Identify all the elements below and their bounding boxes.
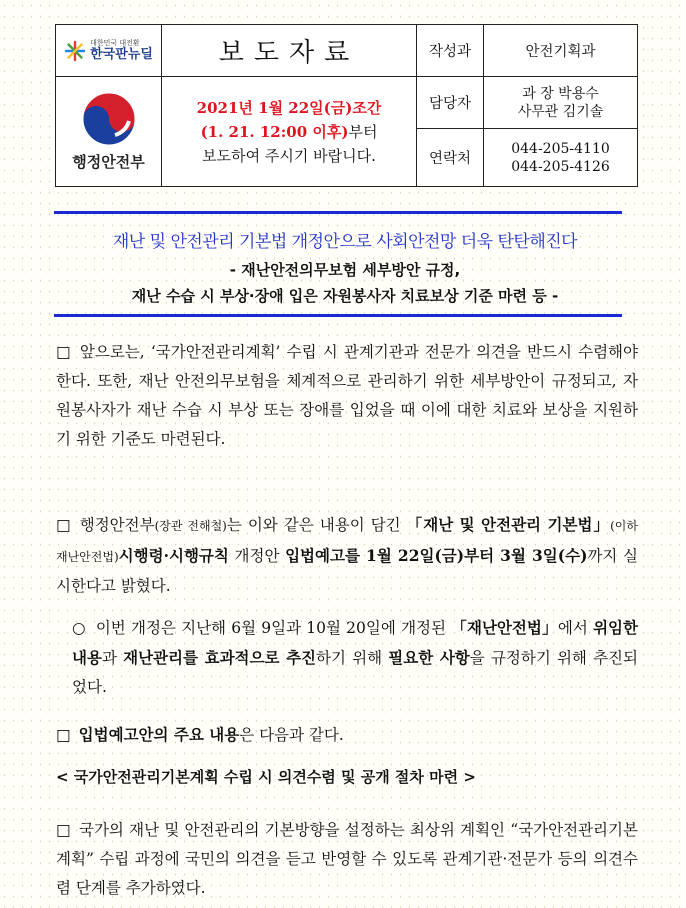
p2-text-2: 개정안 — [228, 547, 286, 565]
headline-main: 재난 및 안전관리 기본법 개정안으로 사회안전망 더욱 탄탄해진다 — [112, 232, 578, 252]
author-label: 작성과 — [417, 25, 484, 77]
contact-names — [484, 77, 638, 129]
law-abbrev-note: (이하 재난안전법) — [56, 519, 638, 564]
release-info — [162, 77, 417, 187]
ministry-text: 행정안전부 — [79, 516, 155, 534]
new-deal-wordmark: 한국판뉴딜 — [90, 47, 153, 62]
release-time: (1. 21. 12:00 이후) — [200, 122, 349, 141]
contact-label: 담당자 — [417, 77, 484, 129]
release-date: 2021년 1월 22일(금)조간 — [196, 98, 382, 117]
s1-text-2: 에서 — [557, 619, 594, 637]
minister-note: (장관 전해철) — [154, 519, 227, 533]
contact-officer: 사무관 김기솔 — [517, 103, 604, 120]
headline-top-rule — [54, 211, 622, 214]
bullet-square: □ — [56, 726, 71, 744]
notice-period: 입법예고를 1월 22일(금)부터 3월 3일(수) — [285, 546, 588, 565]
law-name: 「재난 및 안전관리 기본법」 — [406, 515, 611, 534]
new-deal-logo-icon — [64, 40, 86, 62]
bullet-square: □ — [56, 343, 72, 361]
bullet-circle: ○ — [72, 619, 86, 637]
s1-text-3: 과 — [101, 649, 124, 667]
paragraph-1-text: 앞으로는, ‘국가안전관리계획’ 수립 시 관계기관과 전문가 의견을 반드시 수렴해야 한다. 또한, 재난 안전의무보험을 체계적으로 관리하기 위한 세부방안이 규정되고, 자원봉사자가 재난 수습 시 부상 또는 장애를 입었을 때 이에 대한 치료와 보상을 지원하기 위한 기준도 마련된다. — [56, 343, 638, 448]
paragraph-3 — [56, 720, 638, 750]
paragraph-4-text: 국가의 재난 및 안전관리의 기본방향을 설정하는 최상위 계획인 “국가안전관리기본계획” 수립 과정에 국민의 의견을 듣고 반영할 수 있도록 관계기관·전문가 등의 의견수렴 단계를 추가하였다. — [56, 821, 638, 897]
bullet-square: □ — [56, 821, 71, 839]
headline-sub-2: 재난 수습 시 부상·장애 입은 자원봉사자 치료보상 기준 마련 등 - — [131, 287, 559, 305]
paragraph-4 — [56, 816, 638, 903]
s1-text-5: 을 규정하기 위해 추진되었다. — [72, 649, 638, 696]
law-short-name: 「재난안전법」 — [451, 618, 558, 637]
release-note: 보도하여 주시기 바랍니다. — [202, 146, 376, 165]
decree-text: 시행령·시행규칙 — [118, 546, 229, 565]
paragraph-2 — [56, 510, 638, 601]
author-value: 안전기획과 — [484, 25, 638, 77]
phone-label: 연락처 — [417, 129, 484, 187]
contact-director: 과 장 박용수 — [522, 85, 599, 102]
s1-text-4: 하기 위해 — [316, 649, 389, 667]
headline-bottom-rule — [54, 314, 622, 317]
ministry-logo — [56, 77, 162, 187]
new-deal-logo — [56, 25, 162, 77]
bullet-square: □ — [56, 516, 72, 534]
sub-paragraph-1 — [72, 613, 638, 702]
paragraph-1 — [56, 338, 638, 454]
press-header-table — [55, 24, 638, 187]
delegated-content: 위임한 내용 — [72, 618, 638, 667]
section-title: < 국가안전관리기본계획 수립 시 의견수렴 및 공개 절차 마련 > — [56, 768, 476, 786]
phone-2: 044-205-4126 — [511, 158, 610, 175]
ministry-name: 행정안전부 — [72, 153, 145, 171]
necessary-items: 필요한 사항 — [388, 648, 470, 667]
main-content-label: 입법예고안의 주요 내용 — [78, 725, 240, 744]
effective-management: 재난관리를 효과적으로 추진 — [123, 648, 317, 667]
s1-text: 이번 개정은 지난해 6월 9일과 10월 20일에 개정된 — [95, 619, 452, 637]
document-title: 보도자료 — [162, 25, 417, 77]
p2-text: 는 이와 같은 내용이 담긴 — [226, 516, 407, 534]
new-deal-slogan: 대한민국 대전환 — [90, 39, 140, 47]
phone-numbers — [484, 129, 638, 187]
p3-text: 은 다음과 같다. — [239, 726, 344, 744]
p2-text-3: 까지 실시한다고 밝혔다. — [56, 547, 638, 595]
taegeuk-emblem-icon — [81, 91, 137, 147]
phone-1: 044-205-4110 — [511, 140, 610, 157]
headline-sub-1: - 재난안전의무보험 세부방안 규정, — [229, 261, 461, 279]
release-time-suffix: 부터 — [348, 122, 378, 141]
